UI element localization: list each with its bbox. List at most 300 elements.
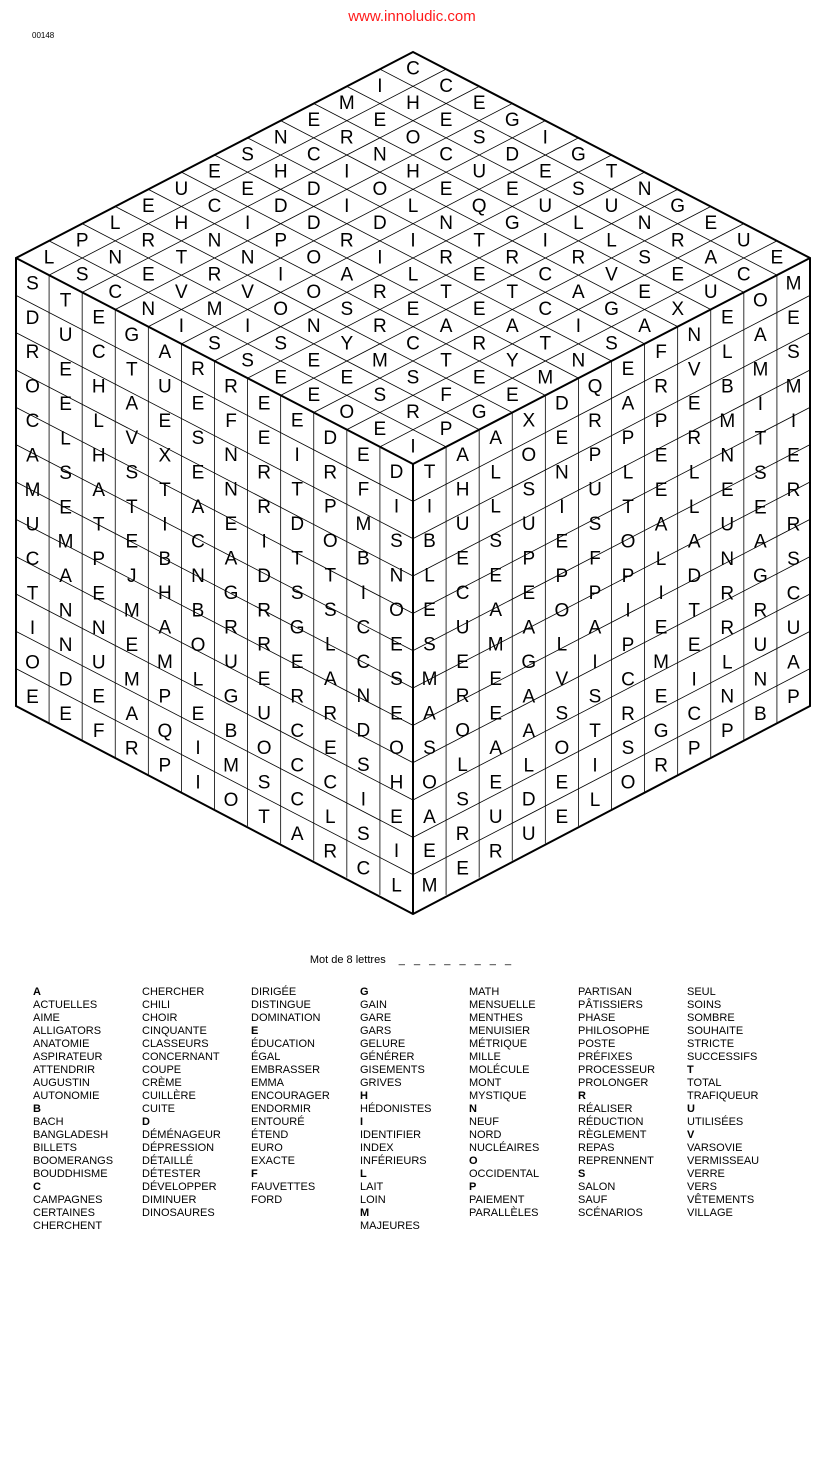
top-face-letter[interactable]: C [306,144,321,166]
word-item[interactable]: ENDORMIR [251,1103,311,1115]
right-face-letter[interactable]: L [424,565,435,587]
right-face-letter[interactable]: L [457,755,468,777]
right-face-letter[interactable]: I [625,600,631,622]
left-face-letter[interactable]: U [91,652,106,674]
word-item[interactable]: HÉDONISTES [360,1103,432,1115]
left-face-letter[interactable]: N [191,565,205,587]
right-face-letter[interactable]: O [620,772,636,794]
left-face-letter[interactable]: S [59,462,72,484]
word-item[interactable]: SEUL [687,986,716,998]
left-face-letter[interactable]: X [158,445,172,467]
top-face-letter[interactable]: H [174,213,189,235]
top-face-letter[interactable]: S [605,333,618,355]
word-item[interactable]: CLASSEURS [142,1038,209,1050]
top-face-letter[interactable]: R [373,281,387,303]
top-face-letter[interactable]: P [439,419,453,441]
top-face-letter[interactable]: C [406,333,420,355]
top-face-letter[interactable]: E [538,161,552,183]
right-face-letter[interactable]: L [490,462,501,484]
right-face-letter[interactable]: C [455,582,470,604]
left-face-letter[interactable]: L [391,875,402,897]
right-face-letter[interactable]: U [753,635,768,657]
top-face-letter[interactable]: L [407,264,419,286]
left-face-letter[interactable]: O [190,634,206,656]
top-face-letter[interactable]: Y [505,350,519,372]
left-face-letter[interactable]: U [257,703,271,725]
word-item[interactable]: BOOMERANGS [33,1155,114,1167]
left-face-letter[interactable]: B [224,720,238,742]
left-face-letter[interactable]: A [26,445,39,467]
right-face-letter[interactable]: E [687,393,701,415]
left-face-letter[interactable]: C [25,411,40,433]
top-face-letter[interactable]: G [604,299,619,320]
word-item[interactable]: CHERCHENT [33,1220,103,1232]
right-face-letter[interactable]: L [523,755,535,777]
left-face-letter[interactable]: A [59,566,72,588]
top-face-letter[interactable]: R [472,333,487,355]
right-face-letter[interactable]: E [489,669,503,690]
top-face-letter[interactable]: C [439,75,453,97]
word-item[interactable]: TOTAL [687,1077,722,1089]
word-item[interactable]: CHILI [142,999,171,1011]
top-face-letter[interactable]: A [638,316,651,338]
top-face-letter[interactable]: T [605,161,618,183]
right-face-letter[interactable]: E [654,617,668,639]
right-face-letter[interactable]: R [455,824,470,846]
word-item[interactable]: GARS [360,1025,392,1037]
left-face-letter[interactable]: R [25,342,40,364]
word-item[interactable]: MÉTRIQUE [469,1038,528,1050]
left-face-letter[interactable]: R [323,462,338,484]
top-face-letter[interactable]: H [273,161,288,183]
right-face-letter[interactable]: O [620,531,636,553]
word-item[interactable]: SOMBRE [687,1012,735,1024]
right-face-letter[interactable]: E [522,583,536,604]
top-face-letter[interactable]: V [241,281,254,303]
right-face-letter[interactable]: R [753,600,768,622]
right-face-letter[interactable]: T [754,428,767,450]
top-face-letter[interactable]: M [206,299,223,320]
right-face-letter[interactable]: O [554,738,570,760]
right-face-letter[interactable]: D [555,393,569,415]
left-face-letter[interactable]: T [291,479,304,501]
word-item[interactable]: DIMINUER [142,1194,197,1206]
top-face-letter[interactable]: R [141,230,156,252]
top-face-letter[interactable]: S [208,333,221,355]
word-item[interactable]: SOUHAITE [687,1025,744,1037]
right-face-letter[interactable]: E [555,531,569,553]
word-item[interactable]: VÊTEMENTS [687,1194,755,1206]
word-item[interactable]: RÉDUCTION [578,1116,644,1128]
right-face-letter[interactable]: N [687,324,702,346]
right-face-letter[interactable]: A [687,531,701,553]
right-face-letter[interactable]: M [719,411,736,432]
left-face-letter[interactable]: T [59,290,72,312]
left-face-letter[interactable]: T [92,514,105,536]
left-face-letter[interactable]: D [290,514,305,535]
left-face-letter[interactable]: M [123,600,140,622]
left-face-letter[interactable]: L [325,634,336,656]
word-item[interactable]: MONT [469,1077,502,1089]
word-item[interactable]: ATTENDRIR [33,1064,96,1076]
left-face-letter[interactable]: E [224,514,238,536]
left-face-letter[interactable]: E [59,359,72,381]
left-face-letter[interactable]: D [58,669,73,691]
left-face-letter[interactable]: H [158,583,172,605]
top-face-letter[interactable]: T [473,230,486,252]
left-face-letter[interactable]: C [91,342,106,364]
top-face-letter[interactable]: A [340,264,354,286]
word-item[interactable]: DINOSAURES [142,1207,215,1219]
right-face-letter[interactable]: P [720,721,734,743]
left-face-letter[interactable]: M [123,669,140,691]
word-item[interactable]: PROCESSEUR [578,1064,656,1076]
right-face-letter[interactable]: E [720,480,734,501]
word-item[interactable]: CUILLÈRE [142,1090,196,1102]
left-face-letter[interactable]: H [91,376,106,398]
right-face-letter[interactable]: E [555,427,569,449]
top-face-letter[interactable]: C [538,264,553,286]
top-face-letter[interactable]: E [505,384,519,406]
top-face-letter[interactable]: A [439,316,453,338]
right-face-letter[interactable]: S [754,462,767,484]
top-face-letter[interactable]: A [572,281,585,303]
word-item[interactable]: ASPIRATEUR [33,1051,103,1063]
right-face-letter[interactable]: P [621,565,635,587]
right-face-letter[interactable]: C [687,703,702,725]
top-face-letter[interactable]: I [410,230,416,252]
left-face-letter[interactable]: T [291,548,304,570]
left-face-letter[interactable]: U [58,324,73,346]
right-face-letter[interactable]: C [621,669,635,691]
top-face-letter[interactable]: F [440,384,452,406]
right-face-letter[interactable]: M [785,273,802,295]
left-face-letter[interactable]: A [158,342,172,363]
top-face-letter[interactable]: O [405,127,421,149]
top-face-letter[interactable]: S [638,247,651,269]
right-face-letter[interactable]: I [426,496,433,518]
word-item[interactable]: ALLIGATORS [33,1025,102,1037]
word-item[interactable]: COUPE [142,1064,182,1076]
left-face-letter[interactable]: S [125,462,139,484]
right-face-letter[interactable]: S [555,703,569,725]
word-item[interactable]: ÉGAL [251,1051,281,1063]
left-face-letter[interactable]: C [356,858,371,880]
word-item[interactable]: PRÉFIXES [578,1051,633,1063]
left-face-letter[interactable]: I [29,617,36,639]
word-item[interactable]: EMBRASSER [251,1064,321,1076]
left-face-letter[interactable]: N [224,479,238,501]
right-face-letter[interactable]: P [654,410,668,432]
right-face-letter[interactable]: E [720,307,734,329]
word-item[interactable]: PHILOSOPHE [578,1025,650,1037]
right-face-letter[interactable]: U [588,479,602,501]
right-face-letter[interactable]: E [654,686,668,708]
left-face-letter[interactable]: R [257,600,271,622]
word-item[interactable]: ANATOMIE [33,1038,90,1050]
left-face-letter[interactable]: O [389,737,404,759]
right-face-letter[interactable]: F [589,548,601,570]
word-item[interactable]: IDENTIFIER [360,1129,422,1141]
top-face-letter[interactable]: O [372,178,388,200]
right-face-letter[interactable]: R [654,376,668,398]
right-face-letter[interactable]: T [688,600,701,622]
left-face-letter[interactable]: C [356,617,371,639]
top-face-letter[interactable]: Y [340,333,354,355]
right-face-letter[interactable]: E [621,359,635,381]
right-face-letter[interactable]: A [787,652,800,674]
word-item[interactable]: CRÈME [142,1077,182,1089]
word-item[interactable]: NEUF [469,1116,499,1128]
top-face-letter[interactable]: C [538,299,553,320]
right-face-letter[interactable]: E [456,651,469,673]
right-face-letter[interactable]: A [522,617,536,639]
right-face-letter[interactable]: P [687,738,701,760]
top-face-letter[interactable]: C [736,264,751,286]
left-face-letter[interactable]: E [290,410,304,432]
top-face-letter[interactable]: R [339,230,354,252]
word-item[interactable]: SUCCESSIFS [687,1051,758,1063]
left-face-letter[interactable]: H [389,772,404,794]
right-face-letter[interactable]: A [754,324,767,346]
left-face-letter[interactable]: P [158,755,172,777]
left-face-letter[interactable]: G [124,324,140,346]
left-face-letter[interactable]: M [223,755,239,777]
left-face-letter[interactable]: N [224,445,238,467]
right-face-letter[interactable]: E [687,635,701,656]
word-item[interactable]: BACH [33,1116,64,1128]
right-face-letter[interactable]: R [488,841,503,863]
right-face-letter[interactable]: I [757,393,764,415]
right-face-letter[interactable]: D [521,789,536,811]
top-face-letter[interactable]: S [340,299,354,320]
right-face-letter[interactable]: R [621,703,635,725]
right-face-letter[interactable]: A [423,703,436,725]
right-face-letter[interactable]: I [691,669,697,691]
top-face-letter[interactable]: E [307,110,321,132]
word-item[interactable]: VILLAGE [687,1207,733,1219]
right-face-letter[interactable]: I [592,755,598,777]
top-face-letter[interactable]: R [339,127,354,149]
word-item[interactable]: MYSTIQUE [469,1090,527,1102]
left-face-letter[interactable]: T [26,583,39,605]
left-face-letter[interactable]: S [323,600,337,622]
right-face-letter[interactable]: U [488,806,503,828]
right-face-letter[interactable]: O [521,445,537,467]
left-face-letter[interactable]: E [158,410,172,432]
word-item[interactable]: EXACTE [251,1155,296,1167]
top-face-letter[interactable]: E [472,93,486,114]
word-item[interactable]: SCÉNARIOS [578,1207,643,1219]
right-face-letter[interactable]: N [753,669,768,691]
left-face-letter[interactable]: U [158,376,172,398]
left-face-letter[interactable]: S [191,428,205,450]
word-item[interactable]: ACTUELLES [33,999,98,1011]
left-face-letter[interactable]: I [393,841,400,863]
right-face-letter[interactable]: E [754,497,767,519]
word-item[interactable]: VERRE [687,1168,725,1180]
word-item[interactable]: VERS [687,1181,717,1193]
right-face-letter[interactable]: E [489,565,503,587]
top-face-letter[interactable]: E [704,213,718,235]
left-face-letter[interactable]: E [191,703,205,725]
word-item[interactable]: BANGLADESH [33,1129,109,1141]
top-face-letter[interactable]: I [344,161,350,183]
left-face-letter[interactable]: A [125,393,139,415]
right-face-letter[interactable]: P [555,565,569,587]
word-item[interactable]: PARALLÈLES [469,1207,539,1219]
word-item[interactable]: ÉTEND [251,1129,289,1141]
right-face-letter[interactable]: R [720,617,735,639]
top-face-letter[interactable]: M [371,350,388,372]
word-item[interactable]: AIME [33,1012,60,1024]
right-face-letter[interactable]: U [455,513,470,535]
top-face-letter[interactable]: E [373,110,387,132]
left-face-letter[interactable]: O [256,738,272,760]
right-face-letter[interactable]: E [423,841,436,863]
answer-blanks[interactable]: _ _ _ _ _ _ _ _ [398,954,515,966]
left-face-letter[interactable]: A [290,824,304,846]
left-face-letter[interactable]: S [390,531,403,553]
right-face-letter[interactable]: S [588,514,602,536]
left-face-letter[interactable]: E [125,531,139,553]
top-face-letter[interactable]: E [439,178,453,200]
top-face-letter[interactable]: E [340,367,354,389]
right-face-letter[interactable]: G [521,651,537,673]
top-face-letter[interactable]: R [406,402,420,423]
left-face-letter[interactable]: P [158,686,172,708]
top-face-letter[interactable]: I [575,316,582,338]
left-face-letter[interactable]: S [290,583,304,604]
top-face-letter[interactable]: E [505,178,519,200]
left-face-letter[interactable]: M [156,652,173,674]
top-face-letter[interactable]: S [373,384,387,406]
right-face-letter[interactable]: I [592,652,598,673]
left-face-letter[interactable]: R [257,634,271,656]
top-face-letter[interactable]: T [440,281,452,303]
top-face-letter[interactable]: N [571,350,586,372]
top-face-letter[interactable]: I [244,316,251,338]
top-face-letter[interactable]: N [439,213,453,235]
left-face-letter[interactable]: T [125,497,138,519]
left-face-letter[interactable]: E [323,738,337,759]
right-face-letter[interactable]: T [622,497,634,518]
left-face-letter[interactable]: E [390,703,403,725]
left-face-letter[interactable]: E [59,704,72,725]
top-face-letter[interactable]: E [671,264,685,286]
right-face-letter[interactable]: T [423,462,436,484]
top-face-letter[interactable]: U [472,161,487,183]
right-face-letter[interactable]: U [521,824,536,846]
left-face-letter[interactable]: T [324,565,337,587]
right-face-letter[interactable]: S [423,737,436,759]
top-face-letter[interactable]: E [472,367,486,389]
left-face-letter[interactable]: E [390,634,403,656]
right-face-letter[interactable]: E [654,445,668,467]
word-item[interactable]: DISTINGUE [251,999,311,1011]
top-face-letter[interactable]: S [241,350,254,372]
top-face-letter[interactable]: E [241,178,254,200]
left-face-letter[interactable]: I [195,772,201,794]
top-face-letter[interactable]: N [306,316,321,338]
top-face-letter[interactable]: S [572,178,585,200]
word-item[interactable]: DÉVELOPPER [142,1181,217,1193]
left-face-letter[interactable]: T [159,479,171,501]
right-face-letter[interactable]: E [489,703,503,725]
right-face-letter[interactable]: E [555,807,569,828]
left-face-letter[interactable]: E [92,583,106,605]
top-face-letter[interactable]: R [670,230,685,252]
left-face-letter[interactable]: D [323,427,338,449]
left-face-letter[interactable]: I [261,531,267,553]
right-face-letter[interactable]: O [753,290,768,312]
left-face-letter[interactable]: V [125,428,139,450]
top-face-letter[interactable]: N [108,247,123,269]
word-item[interactable]: MENTHES [469,1012,523,1024]
right-face-letter[interactable]: N [555,462,569,484]
left-face-letter[interactable]: B [191,600,205,622]
top-face-letter[interactable]: I [410,436,416,458]
top-face-letter[interactable]: S [241,144,254,166]
right-face-letter[interactable]: E [456,548,469,570]
right-face-letter[interactable]: E [456,858,469,880]
left-face-letter[interactable]: I [195,738,201,760]
top-face-letter[interactable]: M [338,93,355,114]
top-face-letter[interactable]: R [207,264,222,286]
top-face-letter[interactable]: I [244,213,251,235]
word-item[interactable]: BILLETS [33,1142,78,1154]
left-face-letter[interactable]: R [257,496,271,518]
top-face-letter[interactable]: V [605,264,618,286]
top-face-letter[interactable]: N [273,127,288,149]
top-face-letter[interactable]: D [306,213,321,235]
top-face-letter[interactable]: E [638,281,651,303]
right-face-letter[interactable]: S [787,342,800,364]
top-face-letter[interactable]: V [175,281,188,303]
word-item[interactable]: NORD [469,1129,502,1141]
top-face-letter[interactable]: T [506,281,519,303]
top-face-letter[interactable]: N [240,247,255,269]
right-face-letter[interactable]: U [455,617,470,639]
right-face-letter[interactable]: L [622,462,634,484]
right-face-letter[interactable]: D [687,566,702,587]
top-face-letter[interactable]: S [75,264,89,286]
word-item[interactable]: PAIEMENT [469,1194,525,1206]
top-face-letter[interactable]: S [274,333,288,355]
right-face-letter[interactable]: B [423,531,436,553]
top-face-letter[interactable]: E [274,367,288,389]
right-face-letter[interactable]: I [790,411,797,433]
right-face-letter[interactable]: G [653,721,669,743]
word-item[interactable]: REPAS [578,1142,615,1154]
right-face-letter[interactable]: V [555,669,569,691]
top-face-letter[interactable]: S [406,367,420,389]
right-face-letter[interactable]: L [688,462,700,484]
right-face-letter[interactable]: U [720,514,735,536]
right-face-letter[interactable]: E [654,479,668,501]
right-face-letter[interactable]: O [422,772,437,794]
top-face-letter[interactable]: E [439,110,453,132]
left-face-letter[interactable]: A [125,703,139,725]
left-face-letter[interactable]: O [322,531,338,553]
right-face-letter[interactable]: A [588,617,602,639]
top-face-letter[interactable]: N [637,213,652,235]
top-face-letter[interactable]: G [504,213,520,235]
word-item[interactable]: DÉTAILLÉ [142,1155,194,1167]
left-face-letter[interactable]: M [57,531,74,553]
word-item[interactable]: MAJEURES [360,1220,420,1232]
right-face-letter[interactable]: N [720,445,735,467]
